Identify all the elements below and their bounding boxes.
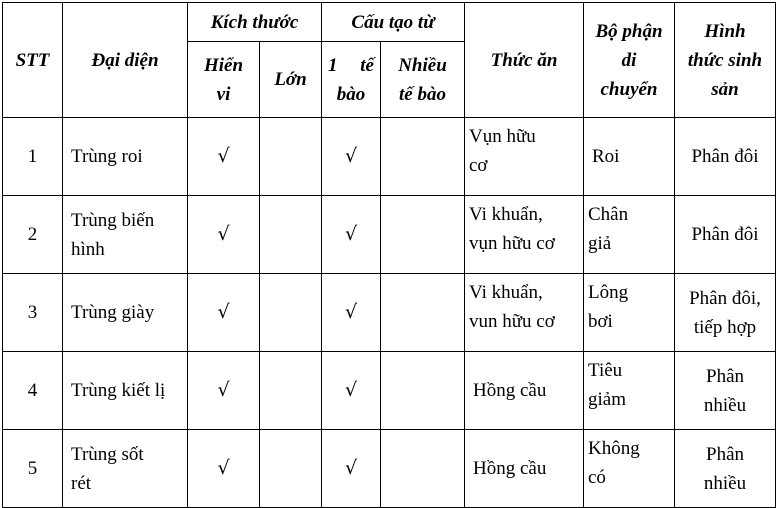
table-row <box>3 430 776 508</box>
dai-dien-cell-line: Trùng giày <box>71 302 155 323</box>
bo-phan-cell-line: giả <box>588 233 612 254</box>
lon-cell <box>260 352 322 430</box>
hinh-thuc-cell-line: Phân đôi <box>691 224 759 245</box>
header-dai-dien: Đại diện <box>63 3 188 118</box>
header-mot-te-bao-line-2: bào <box>336 83 366 105</box>
table-row <box>3 118 776 196</box>
bo-phan-cell-line: có <box>588 467 606 488</box>
stt-cell: 1 <box>3 118 63 196</box>
thuc-an-cell <box>465 430 584 508</box>
header-cau-tao-tu: Cấu tạo từ <box>322 3 465 42</box>
thuc-an-cell-line: vụn hữu cơ <box>469 233 555 254</box>
hien-vi-check: √ <box>188 274 260 352</box>
bo-phan-cell-line: Không <box>588 438 640 459</box>
dai-dien-cell <box>63 430 188 508</box>
header-hinh-thuc-sinh-san <box>675 3 776 118</box>
thuc-an-cell-line: cơ <box>469 155 488 176</box>
lon-cell <box>260 430 322 508</box>
header-lon: Lớn <box>260 42 322 118</box>
bo-phan-cell <box>584 430 675 508</box>
dai-dien-cell-line: Trùng sốt <box>71 443 144 465</box>
hinh-thuc-cell-line: Phân đôi, <box>689 287 761 309</box>
header-bo-phan-line-3: chuyển <box>600 78 658 100</box>
header-bo-phan-di-chuyen <box>584 3 675 118</box>
header-kich-thuoc: Kích thước <box>188 3 322 42</box>
thuc-an-cell <box>465 274 584 352</box>
dai-dien-cell <box>63 274 188 352</box>
header-hien-vi <box>188 42 260 118</box>
header-bo-phan-line-2: di <box>621 49 637 71</box>
thuc-an-cell-line: Vụn hữu <box>469 126 536 147</box>
thuc-an-cell <box>465 196 584 274</box>
header-thuc-an: Thức ăn <box>465 3 584 118</box>
bo-phan-cell-line: giảm <box>588 389 626 410</box>
thuc-an-cell-line: Vi khuẩn, <box>469 204 543 225</box>
bo-phan-cell <box>584 196 675 274</box>
header-mot-te-bao-line-1: 1 tế <box>328 54 374 76</box>
dai-dien-cell-line: rét <box>71 472 92 494</box>
dai-dien-cell-line: Trùng biến <box>71 209 155 231</box>
dai-dien-cell <box>63 118 188 196</box>
nhieu-te-bao-cell <box>381 196 465 274</box>
header-hien-vi-line-1: Hiển <box>203 54 244 76</box>
header-stt: STT <box>3 3 63 118</box>
header-hinh-thuc-line-2: thức sinh <box>687 49 763 71</box>
mot-te-bao-check: √ <box>322 274 381 352</box>
header-hinh-thuc-line-3: sản <box>711 78 739 100</box>
bo-phan-cell-line: Tiêu <box>588 360 623 381</box>
bo-phan-cell-line: Lông <box>588 282 629 303</box>
dai-dien-cell <box>63 196 188 274</box>
stt-cell: 3 <box>3 274 63 352</box>
header-mot-te-bao <box>322 42 381 118</box>
hinh-thuc-cell <box>675 118 776 196</box>
hinh-thuc-cell <box>675 352 776 430</box>
hinh-thuc-cell <box>675 430 776 508</box>
dai-dien-cell <box>63 352 188 430</box>
header-hinh-thuc-line-1: Hình <box>704 20 746 42</box>
header-nhieu-te-bao-line-2: tế bào <box>399 83 446 105</box>
stt-cell: 2 <box>3 196 63 274</box>
hien-vi-check: √ <box>188 430 260 508</box>
thuc-an-cell-line: Vi khuẩn, <box>469 282 543 303</box>
bo-phan-cell <box>584 274 675 352</box>
hinh-thuc-cell <box>675 196 776 274</box>
lon-cell <box>260 196 322 274</box>
hinh-thuc-cell-line: Phân đôi <box>691 146 759 167</box>
thuc-an-cell <box>465 352 584 430</box>
table-row <box>3 352 776 430</box>
nhieu-te-bao-cell <box>381 118 465 196</box>
mot-te-bao-check: √ <box>322 352 381 430</box>
lon-cell <box>260 118 322 196</box>
hinh-thuc-cell-line: Phân <box>706 443 744 465</box>
stt-cell: 5 <box>3 430 63 508</box>
thuc-an-cell-line: Hồng cầu <box>473 380 547 401</box>
hinh-thuc-cell-line: tiếp hợp <box>693 316 757 338</box>
hien-vi-check: √ <box>188 118 260 196</box>
bo-phan-cell <box>584 118 675 196</box>
header-row-1 <box>3 3 776 42</box>
hinh-thuc-cell-line: nhiều <box>703 394 747 416</box>
bo-phan-cell-line: Chân <box>588 204 629 225</box>
mot-te-bao-check: √ <box>322 196 381 274</box>
thuc-an-cell-line: vun hữu cơ <box>469 311 555 332</box>
dai-dien-cell-line: hình <box>71 238 105 260</box>
bo-phan-cell-line: bơi <box>588 311 613 332</box>
hinh-thuc-cell-line: Phân <box>706 365 744 387</box>
table-body <box>3 118 776 508</box>
hinh-thuc-cell-line: nhiều <box>703 472 747 494</box>
mot-te-bao-check: √ <box>322 118 381 196</box>
table-row <box>3 196 776 274</box>
bo-phan-cell <box>584 352 675 430</box>
hien-vi-check: √ <box>188 352 260 430</box>
table-row <box>3 274 776 352</box>
thuc-an-cell-line: Hồng cầu <box>473 458 547 479</box>
stt-cell: 4 <box>3 352 63 430</box>
header-nhieu-te-bao-line-1: Nhiều <box>398 54 447 76</box>
header-hien-vi-line-2: vi <box>216 83 231 105</box>
nhieu-te-bao-cell <box>381 430 465 508</box>
nhieu-te-bao-cell <box>381 352 465 430</box>
lon-cell <box>260 274 322 352</box>
dai-dien-cell-line: Trùng kiết lị <box>71 380 166 401</box>
protozoa-comparison-table <box>2 2 776 508</box>
header-nhieu-te-bao <box>381 42 465 118</box>
nhieu-te-bao-cell <box>381 274 465 352</box>
thuc-an-cell <box>465 118 584 196</box>
dai-dien-cell-line: Trùng roi <box>71 146 143 167</box>
hinh-thuc-cell <box>675 274 776 352</box>
bo-phan-cell-line: Roi <box>592 146 620 167</box>
mot-te-bao-check: √ <box>322 430 381 508</box>
header-bo-phan-line-1: Bộ phận <box>595 20 663 42</box>
hien-vi-check: √ <box>188 196 260 274</box>
